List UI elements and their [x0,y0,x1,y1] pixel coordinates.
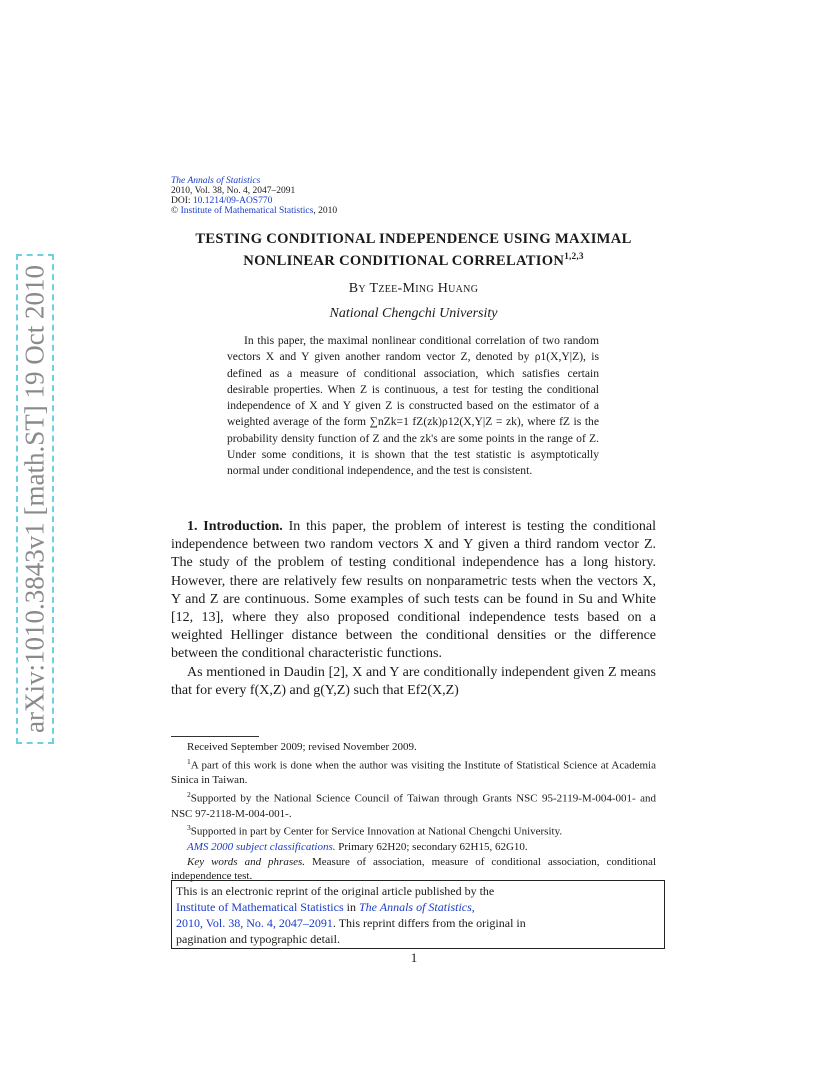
ams-link[interactable]: AMS 2000 subject classifications. [187,840,336,853]
ams-classification: AMS 2000 subject classifications. Primary 62H20; secondary 62H15, 62G10. [187,840,528,853]
paper-title [171,231,656,270]
journal-name[interactable]: The Annals of Statistics [171,176,261,186]
abstract [227,333,599,480]
author-by: By [348,281,370,296]
footnotes [171,740,656,884]
footnote-3: $^3$Supported in part by Center for Service Innovation at National Chengchi University. [187,823,563,838]
received-note: Received September 2009; revised November 2009. [187,741,417,753]
doi-line [171,196,272,206]
footnote-1: $^1$A part of this work is done when the author was visiting the Institute of Statistical Science at Academia Sinica in Taiwan. [171,756,656,787]
abstract-text: In this paper, the maximal nonlinear conditional correlation of two random vectors X and Y given another random vector Z, denoted by ρ1(X,Y|Z), is defined as a measure of conditional association, which satisfies certain desirable properties. When Z is continuous, a test for testing the conditional independence of X and Y given Z is constructed based on the estimator of a weighted average of the form ∑nZk=1 fZ(zk)ρ12(X,Y|Z = zk), where fZ is the probability density function of Z and the zk's are some points in the range of Z. Under some conditions, it is shown that the test statistic is asymptotically normal under conditional independence, and the test is consistent. [227,334,599,478]
affiliation: National Chengchi University [329,306,498,321]
title-line-2: NONLINEAR CONDITIONAL CORRELATION [243,252,565,269]
reprint-citation-link[interactable]: 2010, Vol. 38, No. 4, 2047–2091 [176,916,333,930]
reprint-line-4: pagination and typographic detail. [176,932,340,946]
copyright-year: , 2010 [313,206,338,216]
intro-paragraph-1 [171,518,656,664]
section-heading: 1. Introduction. [187,519,283,534]
doi-label: DOI: [171,196,193,206]
reprint-institute-link[interactable]: Institute of Mathematical Statistics [176,900,344,914]
copyright-icon: © [171,206,179,216]
page-number: 1 [410,950,418,965]
keywords: Key words and phrases. Measure of association, measure of conditional association, conditional independence test. [171,855,656,883]
footnote-2: $^2$Supported by the National Science Council of Taiwan through Grants NSC 95-2119-M-004-001- and NSC 97-2118-M-004-001-. [171,790,656,820]
author [171,281,656,297]
reprint-notice: This is an electronic reprint of the original article published by the Institute of Mathematical Statistics in The Annals of Statistics, 2010, Vol. 38, No. 4, 2047–2091. This reprint differs from the original in pagination and typographic detail. [171,880,665,949]
reprint-line-1: This is an electronic reprint of the original article published by the [176,884,495,898]
intro-para1-text: In this paper, the problem of interest is testing the conditional independence between two random vectors X and Y given a third random vector Z. The study of the problem of testing conditional independence has a long history. However, there are relatively few results on nonparametric tests when the vectors X, Y and Z are continuous. Some examples of such tests can be found in Su and White [12, 13], where they also proposed conditional independence tests based on a weighted Hellinger distance between the conditional densities or the difference between the conditional characteristic functions. [171,519,657,662]
keywords-label: Key words and phrases. [187,855,306,868]
institute-link[interactable]: Institute of Mathematical Statistics [180,206,314,216]
journal-volume: 2010, Vol. 38, No. 4, 2047–2091 [171,186,296,196]
copyright-line [171,206,337,216]
arxiv-stamp-text: arXiv:1010.3843v1 [math.ST] 19 Oct 2010 [19,265,50,733]
footnote-rule [171,736,259,737]
reprint-journal-link[interactable]: The Annals of Statistics [358,900,472,914]
body-text [171,518,656,700]
doi-link[interactable]: 10.1214/09-AOS770 [192,196,273,206]
intro-paragraph-2: As mentioned in Daudin [2], X and Y are conditionally independent given Z means that for every f(X,Z) and g(Y,Z) such that Ef2(X,Z) [171,664,656,698]
arxiv-stamp [0,0,60,1072]
title-line-1: TESTING CONDITIONAL INDEPENDENCE USING MAXIMAL [195,231,632,247]
author-name: Tzee-Ming Huang [369,281,479,296]
title-footnote-marks: 1,2,3 [564,251,584,261]
